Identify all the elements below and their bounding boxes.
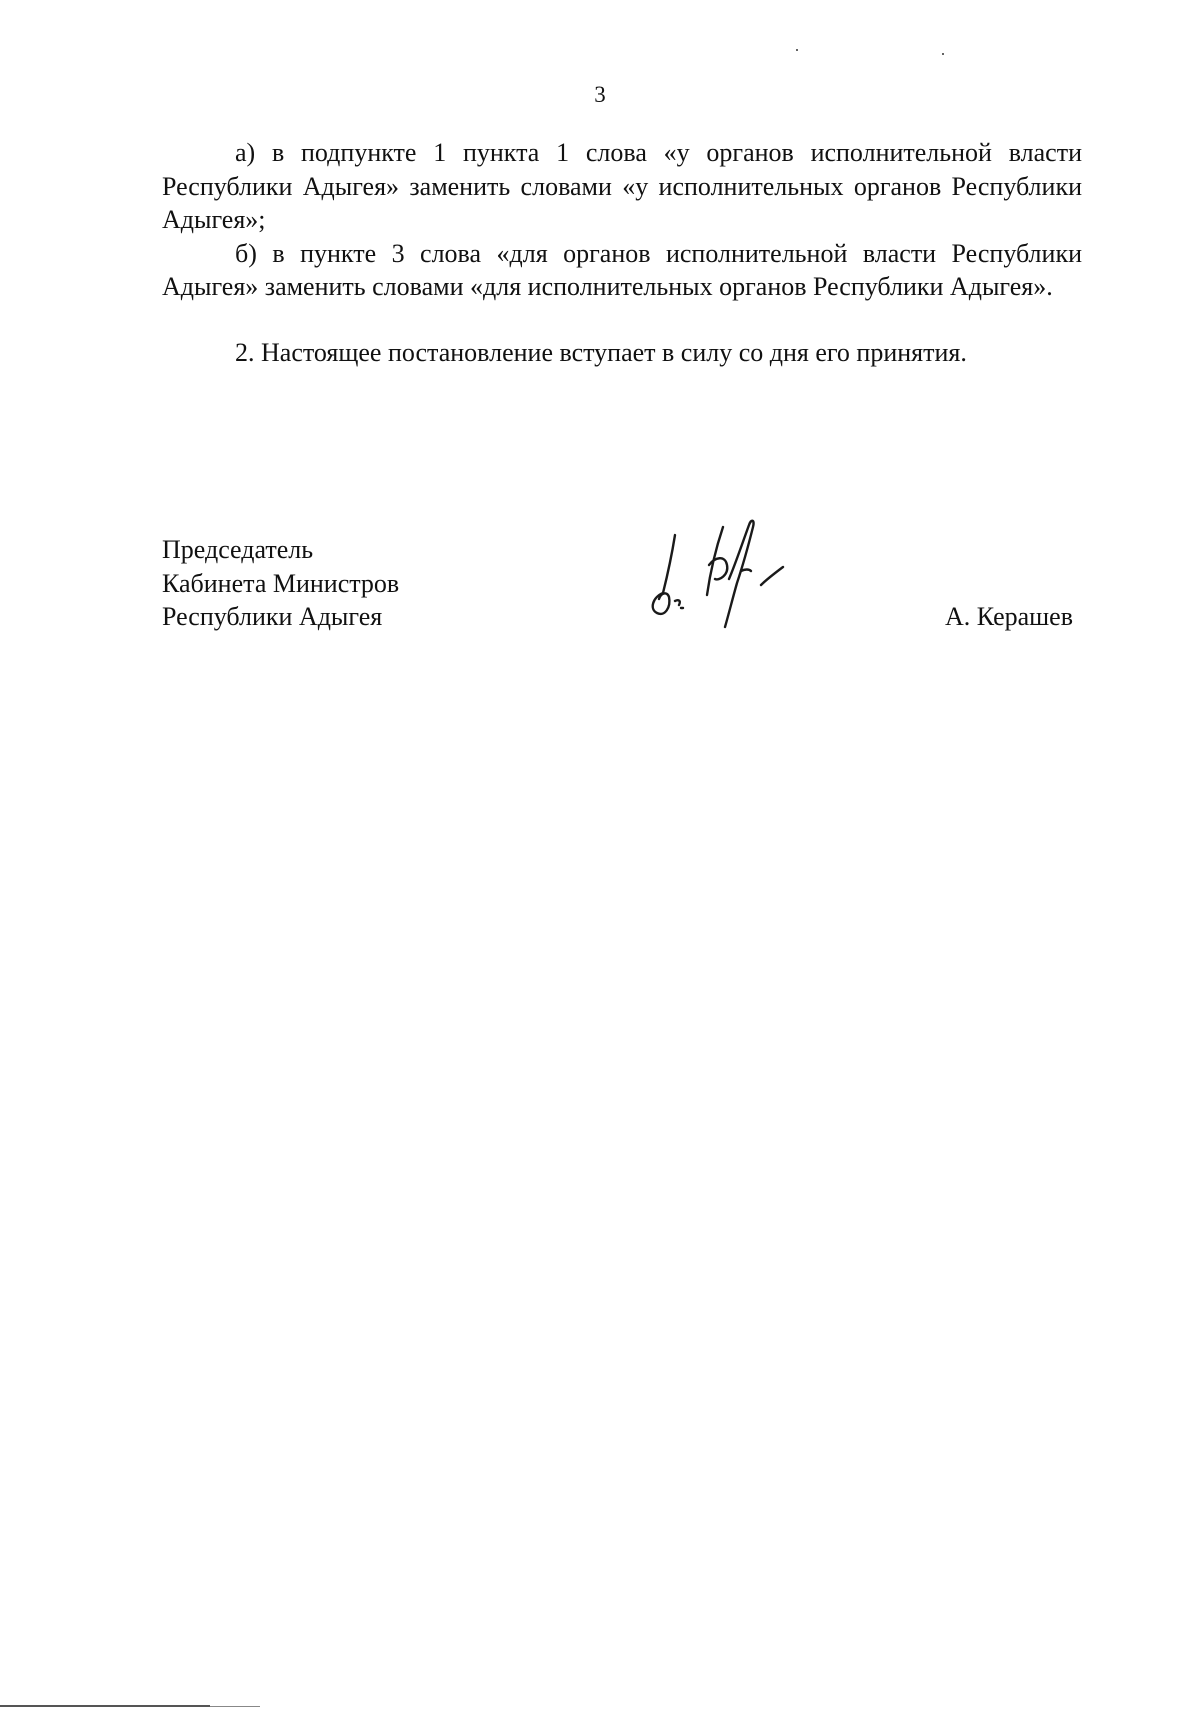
- scan-edge-line: [210, 1706, 260, 1707]
- paragraph-item-2: 2. Настоящее постановление вступает в силу со дня его принятия.: [235, 337, 967, 367]
- document-body: [162, 136, 1082, 369]
- scan-speck: [942, 53, 944, 55]
- page-number: 3: [594, 82, 606, 107]
- paragraph-item-a: а) в подпункте 1 пункта 1 слова «у органов исполнительной власти Республики Адыгея» заменить словами «у исполнительных органов Республики Адыгея»;: [162, 138, 1082, 234]
- paragraph-item-b: б) в пункте 3 слова «для органов исполнительной власти Республики Адыгея» заменить словами «для исполнительных органов Республики Адыгея».: [162, 238, 1082, 301]
- scan-speck: [796, 49, 798, 51]
- scan-edge-line: [0, 1705, 210, 1707]
- signatory-title-line-2: Кабинета Министров: [162, 568, 400, 598]
- signatory-title: [162, 533, 399, 634]
- handwritten-signature-icon: [645, 505, 805, 630]
- signatory-title-line-1: Председатель: [162, 535, 314, 564]
- signer-name: А. Керашев: [944, 602, 1073, 631]
- signatory-title-line-3: Республики Адыгея: [162, 602, 383, 631]
